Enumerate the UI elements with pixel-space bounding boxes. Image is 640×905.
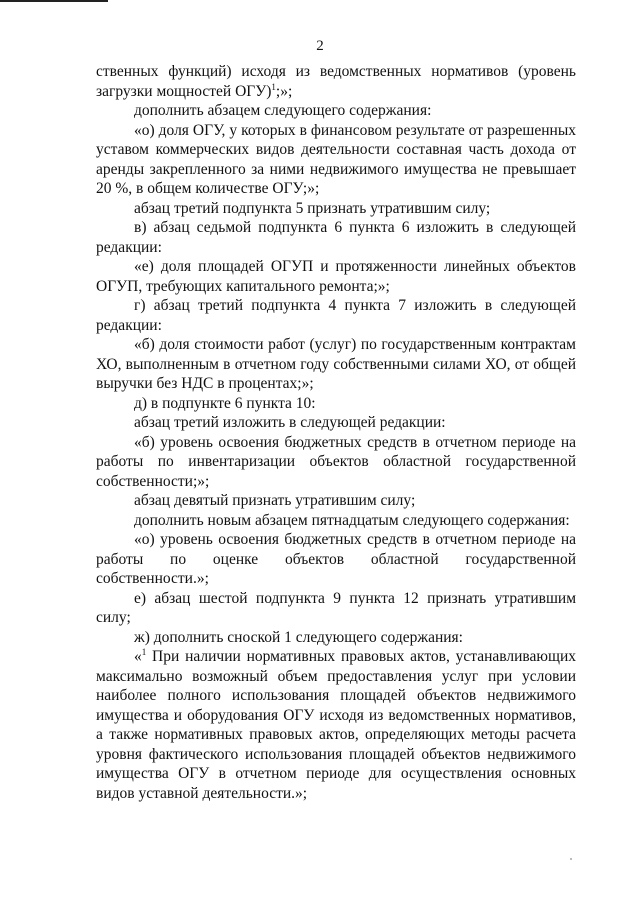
paragraph-17: «$^1$ При наличии нормативных правовых актов, устанавливающих максимально возможный объем предоставления услуг при условии наиболее полного использования площадей объектов недвижимого имущества и оборудования ОГУ исходя из ведомственных нормативов, а также нормативных правовых актов, определяющих методы расчета уровня фактического использования площадей объектов недвижимого имущества ОГУ в отчетном периоде для осуществления основных видов уставной деятельности.»; [96,646,576,802]
paragraph-1: ственных функций) исходя из ведомственных нормативов (уровень загрузки мощностей ОГУ)$^1$;»; [96,63,576,100]
footnote-mark: 1 [141,646,147,657]
paragraph-6: «е) доля площадей ОГУП и протяженности линейных объектов ОГУП, требующих капитального ремонта;»; [96,258,576,295]
paragraph-10: абзац третий изложить в следующей редакции: [134,414,446,431]
paragraph-4: абзац третий подпункта 5 признать утратившим силу; [134,199,491,217]
header-rule [0,0,108,2]
paragraph-12: абзац девятый признать утратившим силу; [134,492,416,509]
page-number: 2 [316,38,324,54]
paragraph-13: дополнить новым абзацем пятнадцатым следующего содержания: [134,511,570,529]
paragraph-5: в) абзац седьмой подпункта 6 пункта 6 изложить в следующей редакции: [96,219,576,256]
paragraph-2: дополнить абзацем следующего содержания: [134,102,432,119]
paragraph-8: «б) доля стоимости работ (услуг) по государственным контрактам ХО, выполненным в отчетном году собственными силами ХО, от общей выручки без НДС в процентах;»; [96,336,576,392]
scan-speck [570,858,572,860]
paragraph-9: д) в подпункте 6 пункта 10: [134,394,316,412]
paragraph-15: е) абзац шестой подпункта 9 пункта 12 признать утратившим силу; [96,589,576,626]
paragraph-7: г) абзац третий подпункта 4 пункта 7 изложить в следующей редакции: [96,297,576,334]
document-body [96,62,576,803]
paragraph-16: ж) дополнить сноской 1 следующего содержания: [134,628,463,646]
paragraph-11: «б) уровень освоения бюджетных средств в отчетном периоде на работы по инвентаризации объектов областной государственной собственности;»; [96,433,576,490]
paragraph-14: «о) уровень освоения бюджетных средств в отчетном периоде на работы по оценке объектов областной государственной собственности.»; [96,531,576,587]
paragraph-3: «о) доля ОГУ, у которых в финансовом результате от разрешенных уставом коммерческих видов деятельности составная часть дохода от аренды закрепленного за ними недвижимого имущества не превышает 20 %, в общем количестве ОГУ;»; [96,121,576,197]
footnote-mark: 1 [271,81,276,92]
